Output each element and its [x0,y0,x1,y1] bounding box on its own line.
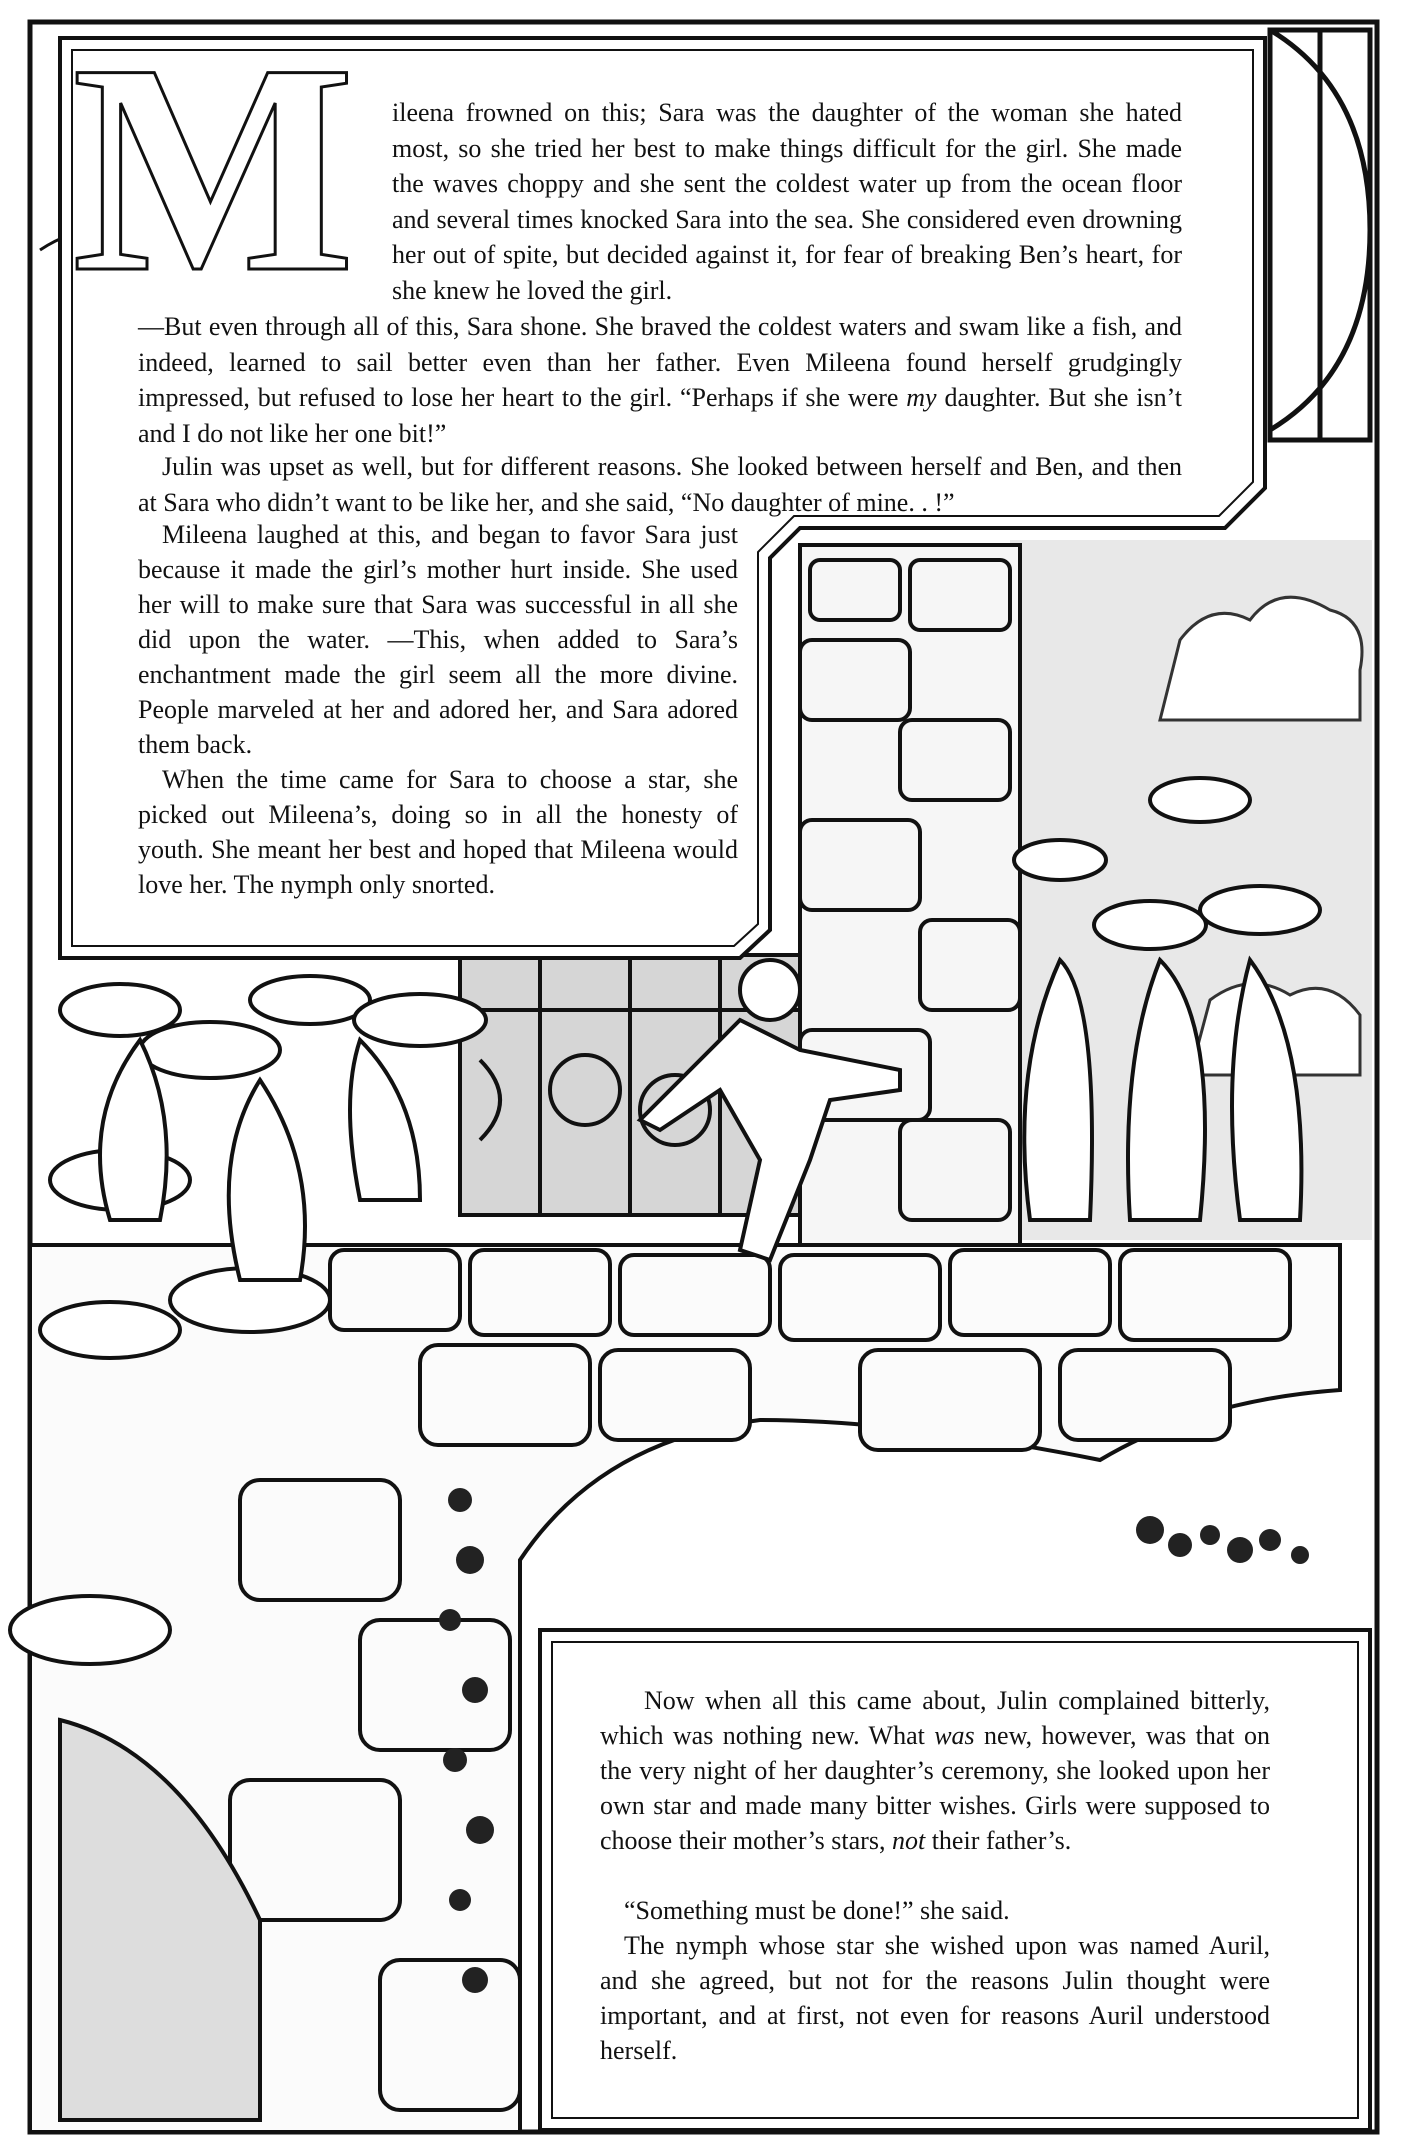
paragraph-6 [600,1683,1270,1858]
paragraph-6-emphasis-2: not [891,1826,926,1855]
paragraph-4 [138,517,738,762]
paragraph-5 [138,762,738,902]
paragraph-4-text: Mileena laughed at this, and began to favor Sara just because it made the girl’s mother hurt inside. She used her will to make sure that Sara was successful in all she did upon the water. —This, when added to Sara’s enchantment made the girl seem all the more divine. People marveled at her and adored her, and Sara adored them back. [138,520,738,759]
paragraph-1 [392,95,1182,308]
paragraph-8 [600,1928,1270,2068]
paragraph-2-text-a: —But even through all of this, Sara shone. She braved the coldest waters and swam like a fish, and indeed, learned to sail better even than her father. Even Mileena found herself grudgingly impressed, but refused to lose her heart to the girl. “Perhaps if she were [138,312,1182,412]
paragraph-6-text-b: new, however, was that on the very night of her daughter’s ceremony, she looked upon her own star and made many bitter wishes. Girls were supposed to choose their mother’s stars, [600,1721,1271,1855]
paragraph-3 [138,449,1182,520]
drop-cap-letter: M [72,2,356,334]
paragraph-3-text: Julin was upset as well, but for different reasons. She looked between herself and Ben, and then at Sara who didn’t want to be like her, and she said, “No daughter of mine. . !” [138,452,1182,517]
paragraph-6-text-c: their father’s. [931,1826,1072,1855]
paragraph-7-text: “Something must be done!” she said. [624,1896,1010,1925]
paragraph-7 [600,1893,1270,1928]
paragraph-6-text-a: Now when all this came about, Julin complained bitterly, which was nothing new. What [600,1686,1270,1750]
paragraph-2-emphasis: my [906,383,937,412]
paragraph-8-text: The nymph whose star she wished upon was named Auril, and she agreed, but not for the reasons Julin thought were important, and at first, not even for reasons Auril understood herself. [600,1931,1270,2065]
paragraph-2 [138,309,1182,451]
paragraph-2-text-b: daughter. But she isn’t and I do not like her one bit!” [138,383,1183,448]
paragraph-5-text: When the time came for Sara to choose a star, she picked out Mileena’s, doing so in all the honesty of youth. She meant her best and hoped that Mileena would love her. The nymph only snorted. [138,765,738,899]
paragraph-6-emphasis-1: was [934,1721,975,1750]
paragraph-1-text: ileena frowned on this; Sara was the daughter of the woman she hated most, so she tried her best to make things difficult for the girl. She made the waves choppy and she sent the coldest water up from the ocean floor and several times knocked Sara into the sea. She considered even drowning her out of spite, but decided against it, for fear of breaking Ben’s heart, for she knew he loved the girl. [392,98,1182,305]
